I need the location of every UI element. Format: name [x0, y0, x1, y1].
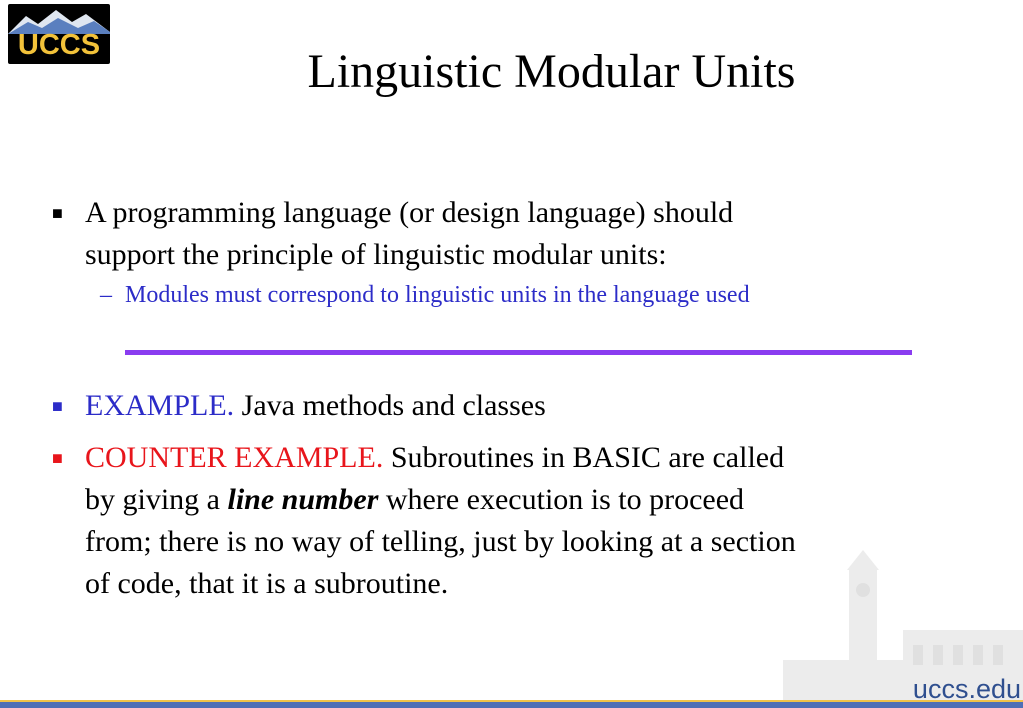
line-number-emphasis: line number — [227, 483, 379, 516]
counter-example-text-1: Subroutines in BASIC are called — [383, 441, 785, 474]
dash-bullet-icon: – — [100, 282, 112, 308]
logo-text: UCCS — [17, 29, 101, 61]
bullet-1 — [52, 192, 972, 312]
sub-bullet — [52, 278, 972, 312]
bullet-2 — [52, 385, 972, 427]
example-label: EXAMPLE. — [85, 389, 235, 422]
counter-example-text-2a: by giving a — [85, 483, 228, 516]
sub-bullet-text: Modules must correspond to linguistic units in the language used — [125, 282, 750, 308]
bullet-1-line-2: support the principle of linguistic modular units: — [85, 238, 667, 271]
counter-example-label: COUNTER EXAMPLE. — [85, 441, 384, 474]
square-bullet-icon: ■ — [52, 448, 63, 468]
counter-example-text-2b: where execution is to proceed — [378, 483, 745, 516]
counter-example-text-3: from; there is no way of telling, just by looking at a section — [85, 525, 796, 558]
square-bullet-icon: ■ — [52, 203, 63, 223]
square-bullet-icon: ■ — [52, 396, 63, 416]
bullet-1-line-1: A programming language (or design language) should — [85, 196, 734, 229]
footer-url: uccs.edu — [912, 674, 1021, 704]
example-text: Java methods and classes — [234, 389, 546, 422]
purple-divider — [125, 350, 912, 355]
footer-blue-line — [0, 702, 1023, 708]
counter-example-text-4: of code, that it is a subroutine. — [85, 567, 449, 600]
page-title: Linguistic Modular Units — [307, 45, 796, 98]
